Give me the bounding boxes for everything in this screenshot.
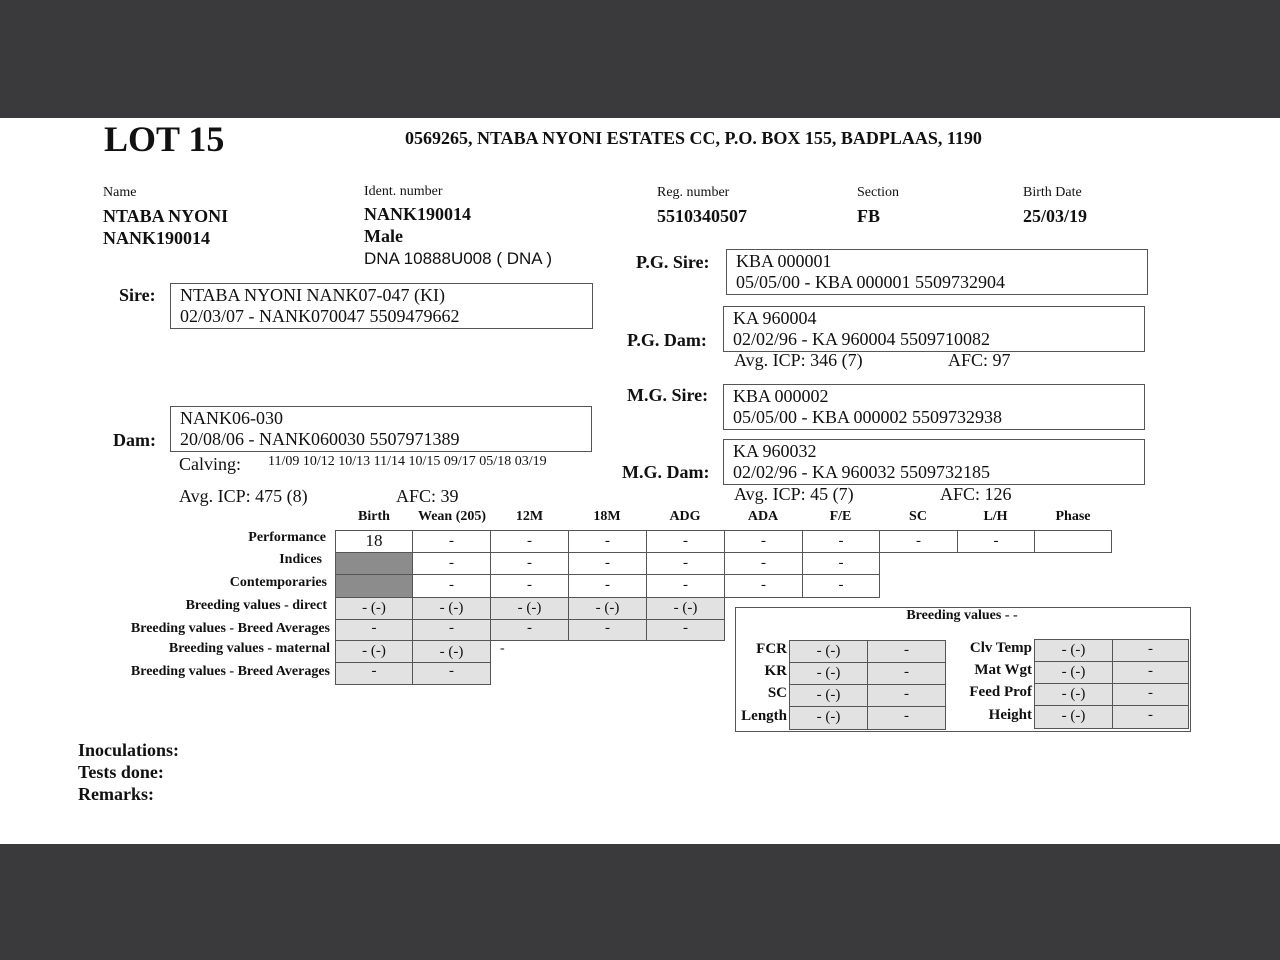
dam-afc: AFC: 39 xyxy=(396,486,459,506)
lot-title: LOT 15 xyxy=(104,119,225,159)
pg-sire-label: P.G. Sire: xyxy=(636,252,710,272)
calving-values: 11/09 10/12 10/13 11/14 10/15 09/17 05/18 03/19 xyxy=(268,454,547,469)
mg-dam-box xyxy=(723,439,1145,485)
bv-other-cell: - (-) xyxy=(789,662,868,685)
calving-label: Calving: xyxy=(179,454,241,474)
pg-dam-name: KA 960004 xyxy=(733,308,817,328)
row-label: Performance xyxy=(248,530,326,545)
bv-other-label: SC xyxy=(767,685,787,701)
sire-name: NTABA NYONI NANK07-047 (KI) xyxy=(180,285,446,305)
animal-name-code: NANK190014 xyxy=(103,228,210,248)
perf-cell: - xyxy=(646,530,725,553)
indices-cell: - xyxy=(490,552,569,575)
contemporaries-cell: - xyxy=(646,574,725,598)
bv-direct-cell: - (-) xyxy=(568,597,647,620)
col-header: 12M xyxy=(515,509,544,524)
owner-info: 0569265, NTABA NYONI ESTATES CC, P.O. BOX 155, BADPLAAS, 1190 xyxy=(405,128,982,148)
bv-other-label: Feed Prof xyxy=(969,684,1032,700)
perf-cell: - xyxy=(490,530,569,553)
bv-other-label: Height xyxy=(988,707,1032,723)
sire-box xyxy=(170,283,593,329)
mg-sire-name: KBA 000002 xyxy=(733,386,829,406)
birth-value: 25/03/19 xyxy=(1023,206,1088,226)
col-header: F/E xyxy=(829,509,852,524)
pg-sire-details: 05/05/00 - KBA 000001 5509732904 xyxy=(736,272,1006,292)
bv-other-label: KR xyxy=(764,663,787,679)
remarks-label: Remarks: xyxy=(78,784,154,804)
row-label: Contemporaries xyxy=(229,575,327,590)
contemporaries-cell: - xyxy=(412,574,491,598)
pg-dam-details: 02/02/96 - KA 960004 5509710082 xyxy=(733,329,991,349)
bv-other-avg-cell: - xyxy=(867,684,946,707)
contemporaries-cell: - xyxy=(490,574,569,598)
pg-dam-afc: AFC: 97 xyxy=(948,350,1011,370)
bv-breed-avg-cell: - xyxy=(646,619,725,641)
col-header: Phase xyxy=(1055,509,1091,524)
perf-cell: - xyxy=(724,530,803,553)
bv-direct-cell: - (-) xyxy=(335,597,413,620)
top-dark-band xyxy=(0,0,1280,118)
bv-other-cell: - (-) xyxy=(1034,639,1113,662)
indices-cell xyxy=(335,552,413,575)
col-header: Birth xyxy=(358,509,390,524)
col-header: ADA xyxy=(747,509,779,524)
bv-other-cell: - (-) xyxy=(1034,661,1113,684)
catalogue-page xyxy=(0,118,1280,844)
bv-other-cell: - (-) xyxy=(789,706,868,730)
perf-cell: - xyxy=(957,530,1035,553)
pg-dam-avg-icp: Avg. ICP: 346 (7) xyxy=(734,350,863,370)
section-label: Section xyxy=(857,185,899,200)
col-header: L/H xyxy=(983,509,1008,524)
mg-dam-afc: AFC: 126 xyxy=(940,484,1012,504)
bv-breed-avg-cell: - xyxy=(568,619,647,641)
bv-other-avg-cell: - xyxy=(1112,705,1189,729)
animal-name: NTABA NYONI xyxy=(103,206,229,226)
bv-other-avg-cell: - xyxy=(867,640,946,663)
mg-dam-label: M.G. Dam: xyxy=(622,462,710,482)
bv-maternal-extra: - xyxy=(500,641,505,656)
section-value: FB xyxy=(857,206,881,226)
tests-done-label: Tests done: xyxy=(78,762,164,782)
perf-cell: - xyxy=(412,530,491,553)
bv-other-cell: - (-) xyxy=(789,640,868,663)
sire-details: 02/03/07 - NANK070047 5509479662 xyxy=(180,306,460,326)
dam-avg-icp: Avg. ICP: 475 (8) xyxy=(179,486,308,506)
bv-other-title: Breeding values - - xyxy=(906,608,1018,623)
ident-value: NANK190014 xyxy=(364,204,471,224)
indices-cell: - xyxy=(802,552,880,575)
perf-cell xyxy=(1034,530,1112,553)
dam-box xyxy=(170,406,592,452)
bv-maternal-cell: - (-) xyxy=(412,640,491,663)
perf-cell: - xyxy=(802,530,880,553)
ident-label: Ident. number xyxy=(364,184,443,199)
dam-label: Dam: xyxy=(113,430,156,450)
mg-sire-box xyxy=(723,384,1145,430)
bv-maternal-avg-cell: - xyxy=(412,662,491,685)
bv-maternal-avg-cell: - xyxy=(335,662,413,685)
bv-other-avg-cell: - xyxy=(1112,639,1189,662)
perf-cell: - xyxy=(879,530,958,553)
contemporaries-cell: - xyxy=(802,574,880,598)
bv-direct-cell: - (-) xyxy=(646,597,725,620)
dam-details: 20/08/06 - NANK060030 5507971389 xyxy=(180,429,460,449)
col-header: ADG xyxy=(669,509,701,524)
reg-value: 5510340507 xyxy=(657,206,747,226)
bv-direct-cell: - (-) xyxy=(412,597,491,620)
row-label: Breeding values - Breed Averages xyxy=(130,664,330,679)
dna-value: DNA 10888U008 ( DNA ) xyxy=(364,249,553,268)
mg-sire-label: M.G. Sire: xyxy=(627,385,709,405)
bv-other-avg-cell: - xyxy=(1112,661,1189,684)
col-header: 18M xyxy=(593,509,621,524)
row-label: Breeding values - direct xyxy=(185,598,327,613)
col-header: Wean (205) xyxy=(417,509,487,524)
bv-breed-avg-cell: - xyxy=(490,619,569,641)
bv-breed-avg-cell: - xyxy=(412,619,491,641)
bv-other-avg-cell: - xyxy=(867,662,946,685)
row-label: Indices xyxy=(279,552,322,567)
bv-other-avg-cell: - xyxy=(867,706,946,730)
pg-sire-box xyxy=(726,249,1148,295)
row-label: Breeding values - maternal xyxy=(168,641,330,656)
col-header: SC xyxy=(909,509,927,524)
contemporaries-cell xyxy=(335,574,413,598)
bv-other-label: Length xyxy=(741,708,787,724)
bv-maternal-cell: - (-) xyxy=(335,640,413,663)
inoculations-label: Inoculations: xyxy=(78,740,180,760)
sex-value: Male xyxy=(364,226,403,246)
bv-other-avg-cell: - xyxy=(1112,683,1189,706)
perf-cell: - xyxy=(568,530,647,553)
sire-label: Sire: xyxy=(119,285,156,305)
pg-sire-name: KBA 000001 xyxy=(736,251,832,271)
pg-dam-box xyxy=(723,306,1145,352)
name-label: Name xyxy=(103,185,137,200)
bv-other-label: Clv Temp xyxy=(969,640,1032,656)
contemporaries-cell: - xyxy=(568,574,647,598)
dam-name: NANK06-030 xyxy=(180,408,283,428)
bv-other-label: Mat Wgt xyxy=(974,662,1032,678)
bv-breed-avg-cell: - xyxy=(335,619,413,641)
bv-other-cell: - (-) xyxy=(1034,705,1113,729)
bv-other-cell: - (-) xyxy=(789,684,868,707)
indices-cell: - xyxy=(412,552,491,575)
bv-direct-cell: - (-) xyxy=(490,597,569,620)
indices-cell: - xyxy=(568,552,647,575)
pg-dam-label: P.G. Dam: xyxy=(627,330,707,350)
indices-cell: - xyxy=(724,552,803,575)
mg-dam-avg-icp: Avg. ICP: 45 (7) xyxy=(734,484,854,504)
perf-cell: 18 xyxy=(335,530,413,553)
mg-dam-name: KA 960032 xyxy=(733,441,817,461)
indices-cell: - xyxy=(646,552,725,575)
birth-label: Birth Date xyxy=(1023,185,1082,200)
reg-label: Reg. number xyxy=(657,185,730,200)
row-label: Breeding values - Breed Averages xyxy=(130,621,330,636)
mg-sire-details: 05/05/00 - KBA 000002 5509732938 xyxy=(733,407,1003,427)
bv-other-cell: - (-) xyxy=(1034,683,1113,706)
mg-dam-details: 02/02/96 - KA 960032 5509732185 xyxy=(733,462,991,482)
bottom-dark-band xyxy=(0,844,1280,960)
bv-other-label: FCR xyxy=(756,641,787,657)
contemporaries-cell: - xyxy=(724,574,803,598)
